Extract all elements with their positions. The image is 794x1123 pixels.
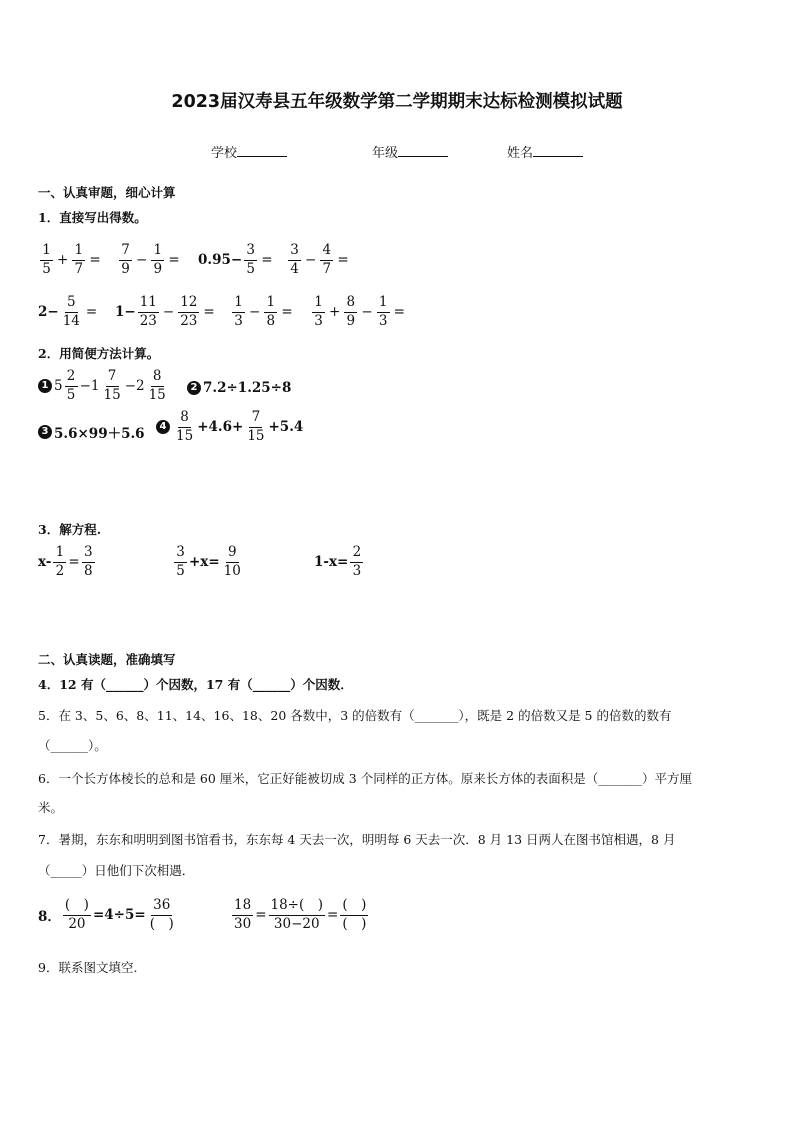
circled-number: 2	[187, 381, 201, 395]
numerator: 1	[264, 296, 277, 313]
fraction	[350, 546, 363, 578]
numerator: 1	[377, 296, 390, 313]
name-field	[507, 142, 583, 161]
denominator: 3	[378, 312, 388, 329]
operator: −	[162, 304, 175, 320]
fraction	[40, 244, 53, 276]
fraction	[138, 296, 159, 328]
circled-number: 1	[38, 379, 52, 393]
q3-equation-1: x- $\frac{1}{2}$ = $\frac{3}{8}$	[38, 546, 97, 578]
q1-r1-e4	[286, 244, 351, 276]
q1-r2-e1: 2− $\frac{5}{14}$ =	[38, 294, 98, 329]
section1-heading: 一、认真审题，细心计算	[38, 185, 176, 200]
numerator: 5	[65, 296, 78, 313]
fraction	[61, 296, 82, 328]
fraction	[264, 296, 277, 328]
denominator: 5	[246, 260, 255, 277]
school-field	[211, 142, 287, 161]
fraction	[377, 296, 390, 328]
numerator: 3	[288, 244, 301, 261]
denominator: 7	[74, 260, 84, 277]
q1-r2-e2: 1− $\frac{11}{23}$ − $\frac{12}{23}$ =	[115, 294, 215, 329]
fraction	[245, 411, 266, 443]
fraction	[312, 296, 325, 328]
q2-calc-2: 2 7.2÷1.25÷8	[187, 380, 291, 396]
grade-label: 年级	[372, 146, 399, 161]
q1-r2-e3	[230, 296, 295, 328]
numerator: 3	[174, 546, 187, 563]
numerator: 7	[119, 244, 132, 261]
q1-r1-e2	[117, 244, 182, 276]
numerator: 7	[106, 370, 119, 387]
denominator: 3	[234, 312, 243, 329]
grade-field	[372, 142, 448, 161]
denominator: 15	[176, 427, 194, 444]
operator: =	[337, 252, 349, 268]
denominator: 9	[121, 260, 130, 277]
numerator: 8	[178, 411, 191, 428]
operator: +	[329, 304, 341, 320]
numerator: ( )	[340, 899, 368, 916]
numerator: 8	[344, 296, 357, 313]
q5-text-line2: （______）。	[38, 738, 107, 753]
q1-r1-e3: 0.95− $\frac{3}{5}$ =	[198, 242, 273, 277]
q6-text-line1: 6．一个长方体棱长的总和是 60 厘米，它正好能被切成 3 个同样的正方体。原来长方体的表面积是（_______）平方厘	[38, 771, 692, 786]
denominator: ( )	[149, 915, 174, 932]
operator: =	[261, 252, 273, 268]
q2-calc-4: 4 $\frac{8}{15}$ +4.6+ $\frac{7}{15}$ +5.4	[156, 411, 303, 443]
fraction	[232, 296, 245, 328]
circled-number: 3	[38, 425, 52, 439]
fraction	[174, 411, 195, 443]
school-label: 学校	[211, 146, 238, 161]
q3-equation-3: 1-x= $\frac{2}{3}$	[314, 546, 365, 578]
page-title: 2023届汉寿县五年级数学第二学期期末达标检测模拟试题	[171, 92, 623, 112]
numerator: 11	[138, 296, 159, 313]
q1-r1-e1	[38, 244, 103, 276]
q1-label: 1．直接写出得数。	[38, 210, 147, 225]
q6-text-line2: 米。	[38, 800, 64, 815]
numerator: 1	[312, 296, 325, 313]
numerator: 4	[320, 244, 333, 261]
fraction	[269, 899, 326, 931]
grade-blank[interactable]	[398, 143, 448, 157]
operator: =	[89, 252, 101, 268]
numerator: 3	[244, 244, 257, 261]
q4-text: 4．12 有（______）个因数，17 有（______）个因数．	[38, 677, 353, 692]
q8-part-a: 8． ( ) 20 =4÷5= 36 ( )	[38, 897, 174, 932]
fraction	[102, 370, 123, 402]
numerator: 1	[151, 244, 164, 261]
circled-number: 4	[156, 420, 170, 434]
name-label: 姓名	[507, 146, 534, 161]
fraction	[244, 244, 257, 276]
operator: −	[249, 304, 261, 320]
numerator: 3	[82, 546, 95, 563]
q2-label: 2．用简便方法计算。	[38, 346, 160, 361]
denominator: 2	[55, 562, 65, 579]
denominator: 10	[223, 562, 241, 579]
q7-text-line2: （_____）日他们下次相遇．	[38, 863, 195, 878]
numerator: 9	[226, 546, 239, 563]
denominator: 5	[176, 562, 185, 579]
q3-equation-2: $\frac{3}{5}$ +x= $\frac{9}{10}$	[172, 546, 245, 578]
denominator: 23	[180, 312, 198, 329]
denominator: 15	[103, 386, 121, 403]
denominator: 7	[322, 260, 332, 277]
q8-label: 8．	[38, 909, 61, 925]
numerator: 12	[178, 296, 199, 313]
denominator: 9	[346, 312, 356, 329]
fraction	[53, 546, 66, 578]
operator: =	[281, 304, 293, 320]
numerator: 2	[65, 370, 78, 387]
denominator: 3	[314, 312, 323, 329]
denominator: 8	[83, 562, 93, 579]
name-blank[interactable]	[533, 143, 583, 157]
operator: =	[85, 304, 98, 320]
denominator: 30	[234, 915, 252, 932]
denominator: 3	[352, 562, 362, 579]
q8-part-b: $\frac{18}{30}$ = $\frac{18\div( )}{30-20}$ = ( ) ( )	[234, 897, 367, 932]
denominator: 5	[66, 386, 76, 403]
fraction	[148, 899, 176, 931]
fraction	[65, 370, 78, 402]
fraction	[288, 244, 301, 276]
denominator: 4	[290, 260, 299, 277]
fraction	[178, 296, 199, 328]
operator: −	[361, 304, 373, 320]
operator: =	[168, 252, 180, 268]
numerator: 7	[249, 411, 262, 428]
numerator: 1	[40, 244, 53, 261]
denominator: 23	[139, 312, 157, 329]
fraction	[174, 546, 187, 578]
q3-label: 3．解方程.	[38, 522, 102, 537]
operator: =	[393, 304, 405, 320]
fraction	[72, 244, 85, 276]
fraction	[63, 899, 91, 931]
denominator: ( )	[342, 915, 367, 932]
q1-r2-e4	[310, 296, 407, 328]
operator: +	[57, 252, 69, 268]
school-blank[interactable]	[237, 143, 287, 157]
denominator: 14	[62, 312, 80, 329]
q9-text: 9．联系图文填空.	[38, 960, 138, 975]
denominator: 20	[68, 915, 86, 932]
denominator: 30−20	[273, 915, 320, 932]
denominator: 9	[153, 260, 163, 277]
numerator: 36	[151, 899, 172, 916]
fraction	[344, 296, 357, 328]
q5-text-line1: 5．在 3、5、6、8、11、14、16、18、20 各数中，3 的倍数有（_______），既是 2 的倍数又是 5 的倍数的数有	[38, 708, 672, 723]
operator: −	[305, 252, 317, 268]
numerator: 18÷( )	[269, 899, 326, 916]
operator: =	[203, 304, 215, 320]
fraction	[320, 244, 333, 276]
numerator: 1	[232, 296, 245, 313]
q2-calc-1: 1 5 $\frac{2}{5}$ −1 $\frac{7}{15}$ −2 $\frac{8}{15}$	[38, 370, 170, 402]
denominator: 15	[148, 386, 166, 403]
fraction	[119, 244, 132, 276]
numerator: ( )	[63, 899, 91, 916]
fraction	[340, 899, 368, 931]
fraction	[147, 370, 168, 402]
fraction	[232, 899, 253, 931]
numerator: 8	[151, 370, 164, 387]
denominator: 15	[247, 427, 265, 444]
fraction	[82, 546, 95, 578]
denominator: 8	[266, 312, 276, 329]
q2-calc-3: 3 5.6×99＋5.6	[38, 422, 145, 442]
fraction	[222, 546, 243, 578]
numerator: 2	[350, 546, 363, 563]
section2-heading: 二、认真读题，准确填写	[38, 652, 176, 667]
numerator: 1	[53, 546, 66, 563]
q7-text-line1: 7．暑期，东东和明明到图书馆看书，东东每 4 天去一次，明明每 6 天去一次．8 月 13 日两人在图书馆相遇，8 月	[38, 832, 676, 847]
denominator: 5	[42, 260, 51, 277]
numerator: 1	[72, 244, 85, 261]
fraction	[151, 244, 164, 276]
operator: −	[136, 252, 148, 268]
numerator: 18	[232, 899, 253, 916]
